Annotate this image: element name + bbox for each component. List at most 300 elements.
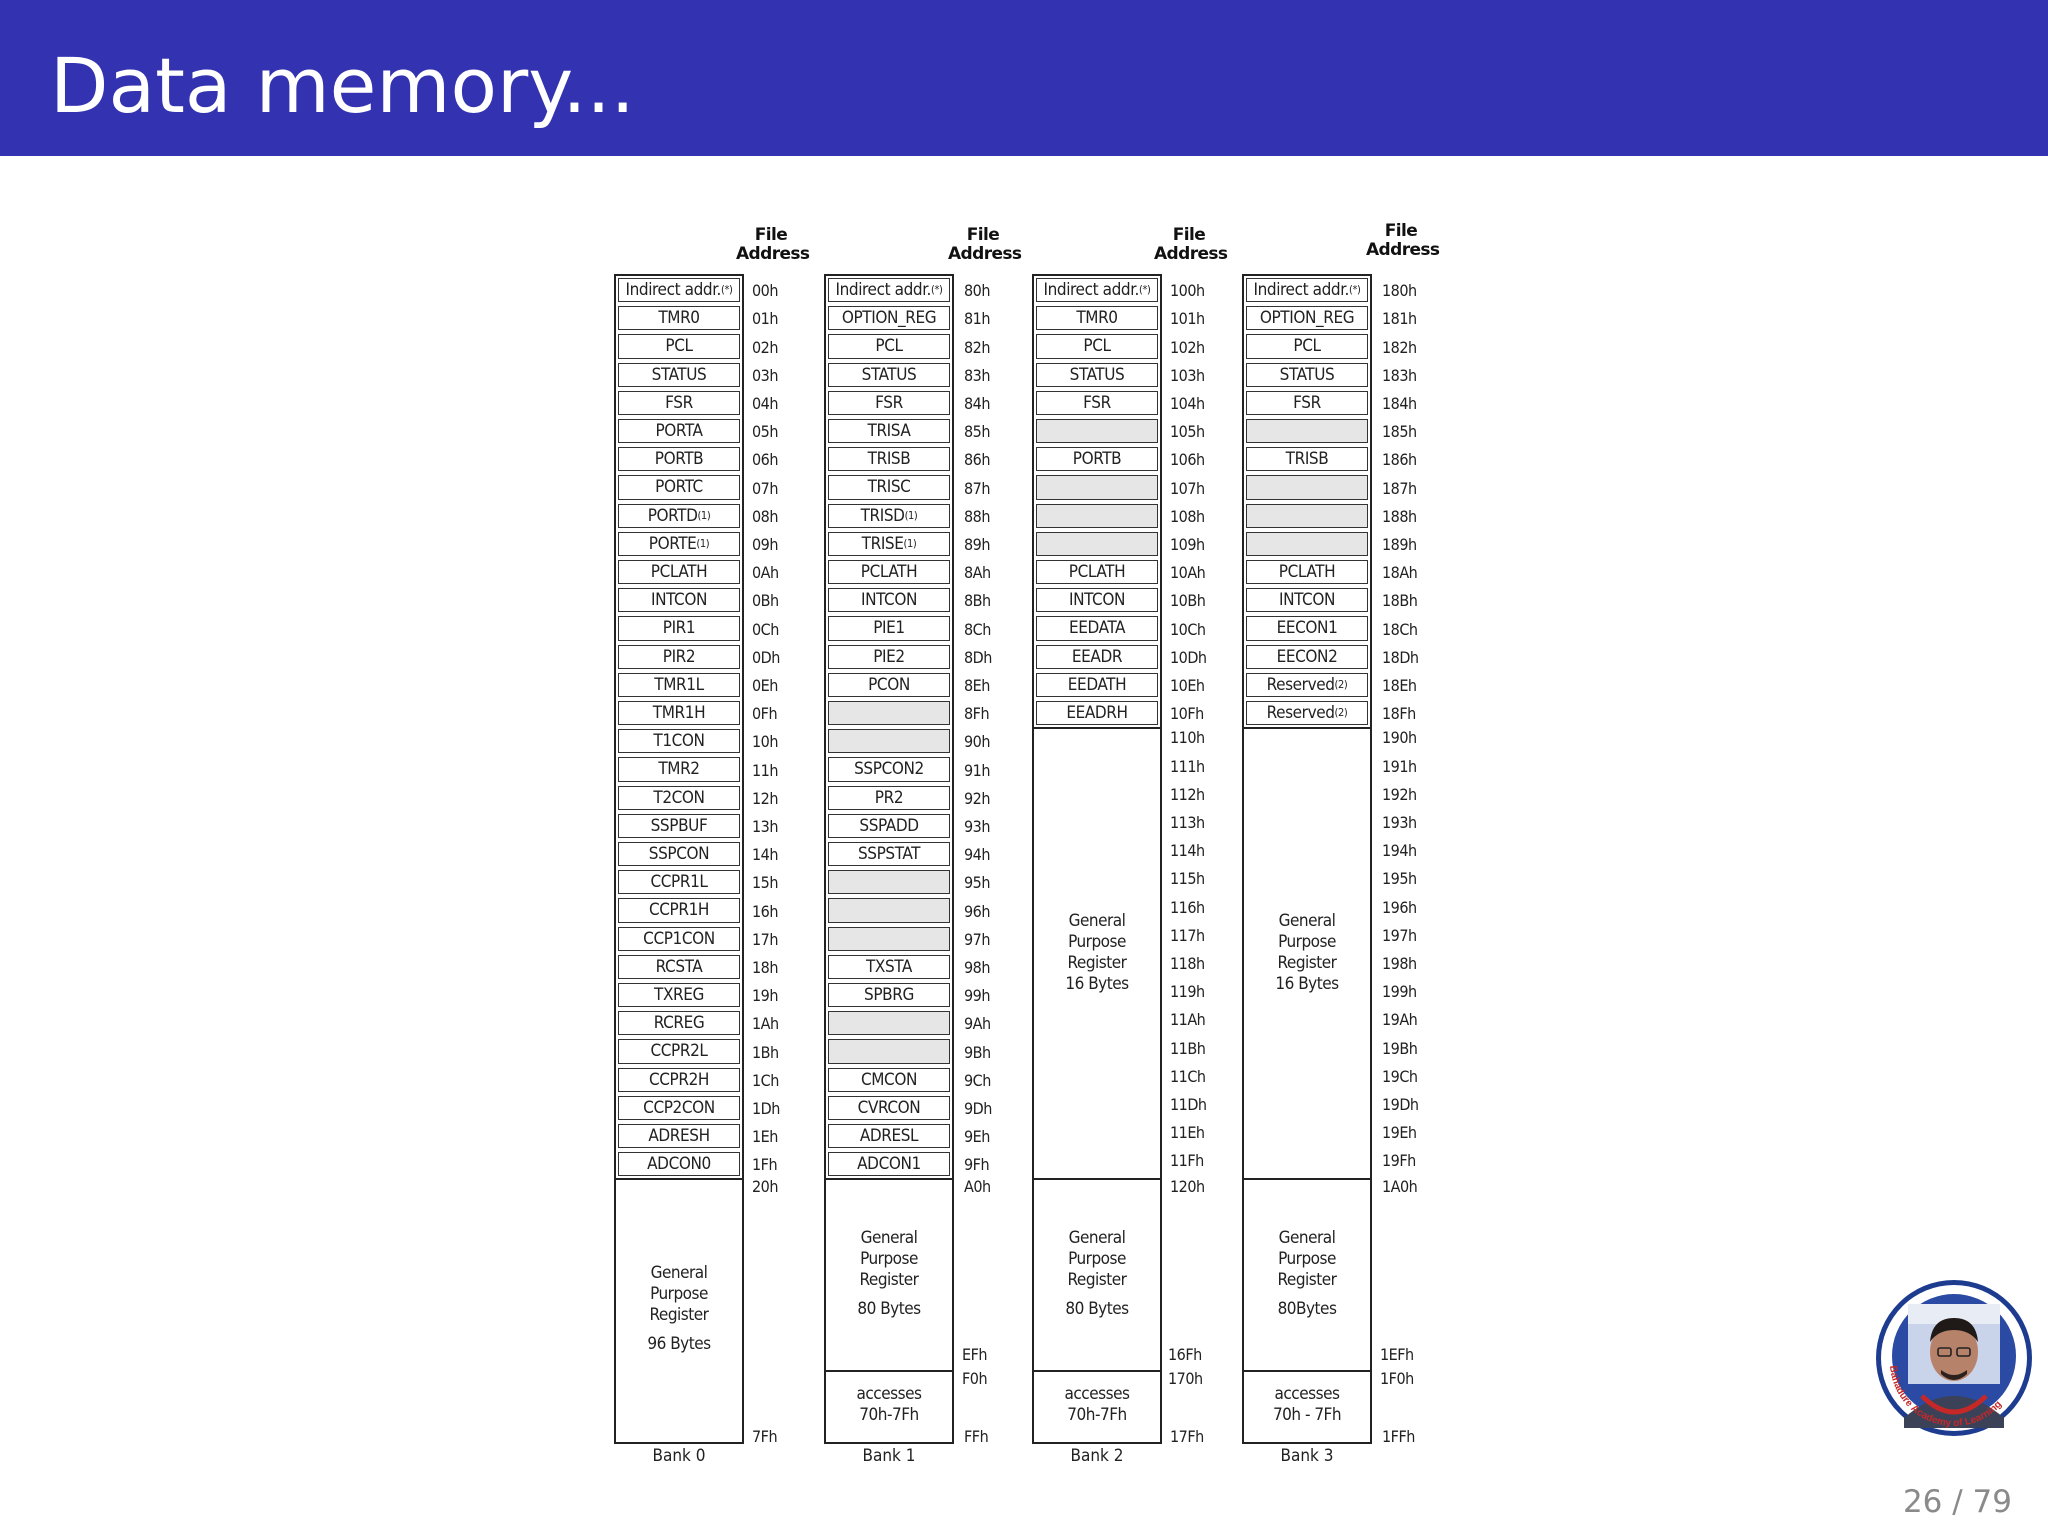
file-address: 16Fh [1168,1345,1202,1364]
file-address: 17Fh [1170,1427,1204,1446]
file-address: 1Eh [752,1127,778,1147]
register-cell [618,1152,740,1176]
register-cell [618,560,740,584]
page-number: 26 / 79 [1902,1484,2012,1520]
register-name: RCREG [653,1013,705,1034]
file-address: 18Dh [1382,647,1419,667]
file-address: 110h [1170,728,1205,748]
file-address: 0Ch [752,619,779,639]
file-address: 1Ch [752,1070,779,1090]
file-address: 106h [1170,450,1205,470]
file-address: 9Eh [964,1127,990,1147]
register-cell: Indirect addr. (*) [1036,278,1158,302]
register-name: PIE1 [873,618,905,639]
file-address: 89h [964,534,990,554]
register-cell [618,870,740,894]
file-address: 04h [752,393,778,413]
register-name: TMR2 [658,759,700,780]
file-address-header: File Address [1366,221,1440,260]
register-name: TRISB [867,449,911,470]
register-name: SPBRG [864,985,914,1006]
register-name: Indirect addr. [835,280,932,301]
register-name: Indirect addr. [625,280,722,301]
region-divider [616,1178,742,1180]
register-cell [1246,588,1368,612]
register-name: TMR0 [1076,308,1118,329]
file-address: 87h [964,478,990,498]
region-divider [1244,1178,1370,1180]
register-name: SSPCON2 [854,759,924,780]
file-address: 00h [752,281,778,301]
register-cell [618,1039,740,1063]
file-address: 9Fh [964,1155,990,1175]
unimplemented-cell [1246,475,1368,499]
access-region: accesses 70h-7Fh [1064,1384,1130,1425]
register-cell [1036,588,1158,612]
presenter-avatar-icon [1874,1278,2034,1438]
file-address: 8Ah [964,563,991,583]
register-name: PCLATH [1068,562,1126,583]
register-cell [828,363,950,387]
file-address: 09h [752,534,778,554]
file-address: 191h [1382,756,1417,776]
register-name: TRISA [867,421,911,442]
register-cell [828,391,950,415]
register-cell [828,560,950,584]
register-name: TMR1H [652,703,706,724]
file-address: 102h [1170,337,1205,357]
register-cell [828,419,950,443]
bank-label: Bank 2 [1070,1446,1124,1466]
svg-text:Bahadure Academy of Learning: Bahadure Academy of Learning [1887,1364,2005,1430]
register-cell [1036,645,1158,669]
gpr-region: General Purpose Register 80 Bytes [1065,1228,1129,1320]
file-address: 15h [752,873,778,893]
register-cell [618,927,740,951]
register-name: PCL [665,336,693,357]
file-address: 06h [752,450,778,470]
file-address: 181h [1382,309,1417,329]
file-address: 81h [964,309,990,329]
file-address: 185h [1382,422,1417,442]
register-cell [828,955,950,979]
register-cell [618,1011,740,1035]
file-address: 05h [752,422,778,442]
register-name: STATUS [861,364,917,385]
file-address: 8Bh [964,591,991,611]
register-name: EEADRH [1066,703,1128,724]
register-cell [1246,391,1368,415]
file-address-header: File Address [736,225,810,264]
file-address: 95h [964,873,990,893]
register-cell [828,673,950,697]
file-address: 182h [1382,337,1417,357]
file-address: 11Bh [1170,1038,1206,1058]
file-address: 10Dh [1170,647,1207,667]
register-name: PCL [1083,336,1111,357]
file-address: 10Bh [1170,591,1206,611]
register-name: ADCON1 [857,1154,921,1175]
register-name: FSR [875,392,903,413]
file-address: 183h [1382,365,1417,385]
file-address: 9Dh [964,1098,992,1118]
register-cell [828,1152,950,1176]
register-cell [828,1124,950,1148]
register-name: CCPR2L [650,1041,708,1062]
file-address: 18h [752,957,778,977]
register-cell [618,955,740,979]
file-address: 118h [1170,953,1205,973]
register-name: CCP2CON [643,1097,715,1118]
file-address: 10Eh [1170,675,1205,695]
register-cell: TRISD (1) [828,504,950,528]
file-address: 18Eh [1382,675,1417,695]
file-address: 10h [752,732,778,752]
unimplemented-cell [1036,532,1158,556]
register-name: CMCON [860,1069,918,1090]
register-cell: PORTE (1) [618,532,740,556]
file-address: 1FFh [1382,1427,1415,1446]
file-address: 116h [1170,897,1205,917]
gpr-region: General Purpose Register 96 Bytes [647,1263,711,1355]
register-name: SSPSTAT [857,844,921,865]
file-address: 80h [964,281,990,301]
file-address-header: File Address [1154,225,1228,264]
register-cell [1036,306,1158,330]
file-address: 20h [752,1177,778,1197]
file-address: 8Fh [964,704,990,724]
unimplemented-cell [828,1039,950,1063]
register-name: PCLATH [650,562,708,583]
register-cell: Indirect addr. (*) [618,278,740,302]
register-name: CCP1CON [643,928,715,949]
register-name: PCLATH [1278,562,1336,583]
register-name: INTCON [860,590,918,611]
register-cell [618,1096,740,1120]
file-address: 1Fh [752,1155,778,1175]
unimplemented-cell [1036,504,1158,528]
file-address: 188h [1382,506,1417,526]
file-address: 85h [964,422,990,442]
region-divider [1034,1370,1160,1372]
register-cell [618,786,740,810]
file-address: 193h [1382,812,1417,832]
file-address: 07h [752,478,778,498]
unimplemented-cell [828,701,950,725]
file-address: 11Fh [1170,1151,1204,1171]
register-cell [828,786,950,810]
file-address: 1Dh [752,1098,780,1118]
register-name: PIR1 [662,618,696,639]
unimplemented-cell [828,1011,950,1035]
register-name: Reserved [1266,703,1335,724]
file-address: 117h [1170,925,1205,945]
file-address: EFh [962,1345,987,1364]
file-address: 8Eh [964,675,990,695]
file-address: 11Ch [1170,1066,1206,1086]
file-address: 195h [1382,869,1417,889]
register-cell: Indirect addr. (*) [828,278,950,302]
file-address: 12h [752,788,778,808]
file-address: 0Eh [752,675,778,695]
register-cell [828,983,950,1007]
region-divider [1034,1178,1160,1180]
register-cell [618,447,740,471]
register-name: TRISD [860,505,905,526]
file-address: 0Ah [752,563,779,583]
register-name: SSPCON [648,844,710,865]
register-cell [618,729,740,753]
file-address: 11Dh [1170,1094,1207,1114]
file-address: 100h [1170,281,1205,301]
register-cell [1246,447,1368,471]
file-address: 0Fh [752,704,778,724]
file-address: 199h [1382,982,1417,1002]
register-cell [618,757,740,781]
file-address: 189h [1382,534,1417,554]
register-name: T2CON [653,787,705,808]
file-address: 170h [1168,1369,1203,1388]
file-address: 01h [752,309,778,329]
register-name: OPTION_REG [841,308,937,329]
file-address: 86h [964,450,990,470]
file-address: 08h [752,506,778,526]
register-name: ADCON0 [647,1154,711,1175]
register-name: EEDATH [1067,674,1127,695]
register-cell [828,1068,950,1092]
register-name: TXREG [654,985,704,1006]
file-address: 18Bh [1382,591,1418,611]
register-name: Reserved [1266,674,1335,695]
file-address: 103h [1170,365,1205,385]
register-cell: Reserved (2) [1246,673,1368,697]
register-cell [618,391,740,415]
register-name: PIE2 [873,646,905,667]
register-cell [1036,673,1158,697]
register-name: STATUS [1069,364,1125,385]
register-cell: PORTD (1) [618,504,740,528]
file-address: 1Ah [752,1014,779,1034]
register-cell [828,447,950,471]
file-address: 1EFh [1380,1345,1414,1364]
register-name: CCPR2H [648,1069,710,1090]
register-name: CCPR1H [648,900,710,921]
register-cell [1246,334,1368,358]
bank-label: Bank 3 [1280,1446,1334,1466]
file-address: 187h [1382,478,1417,498]
file-address: 180h [1382,281,1417,301]
file-address: F0h [962,1369,988,1388]
file-address: 18Fh [1382,704,1416,724]
bank-3-column [1242,274,1372,1444]
register-name: PORTE [648,533,697,554]
region-divider [826,1370,952,1372]
gpr-16-bytes-region: General Purpose Register 16 Bytes [1065,910,1129,994]
file-address: 109h [1170,534,1205,554]
register-name: PCL [1293,336,1321,357]
unimplemented-cell [828,870,950,894]
register-cell [828,645,950,669]
register-name: RCSTA [655,956,703,977]
gpr-16-bytes-region: General Purpose Register 16 Bytes [1275,910,1339,994]
register-name: EECON1 [1276,618,1338,639]
file-address: 82h [964,337,990,357]
file-address: 13h [752,816,778,836]
register-cell [618,1068,740,1092]
file-address: A0h [964,1177,991,1197]
register-name: PORTB [654,449,704,470]
file-address: 108h [1170,506,1205,526]
register-cell [828,1096,950,1120]
file-address: 196h [1382,897,1417,917]
gpr-region: General Purpose Register 80 Bytes [857,1228,921,1320]
bank-1-column [824,274,954,1444]
unimplemented-cell [828,927,950,951]
register-cell [1036,616,1158,640]
file-address: 190h [1382,728,1417,748]
register-cell: Indirect addr. (*) [1246,278,1368,302]
register-cell [618,814,740,838]
file-address: 84h [964,393,990,413]
file-address: 184h [1382,393,1417,413]
register-name: EEDATA [1068,618,1126,639]
register-name: PCLATH [860,562,918,583]
file-address: 9Ch [964,1070,991,1090]
register-name: SSPBUF [650,815,708,836]
register-cell [1036,701,1158,725]
register-name: Indirect addr. [1253,280,1350,301]
register-cell [618,334,740,358]
file-address: 19Bh [1382,1038,1418,1058]
file-address: 19Ah [1382,1010,1418,1030]
register-name: ADRESH [648,1126,710,1147]
register-cell [618,1124,740,1148]
file-address: FFh [964,1427,989,1446]
register-cell: Reserved (2) [1246,701,1368,725]
register-name: TMR1L [654,674,704,695]
file-address: 115h [1170,869,1205,889]
register-cell [618,363,740,387]
register-cell [618,673,740,697]
register-name: INTCON [1068,590,1126,611]
file-address: 14h [752,845,778,865]
file-address: 99h [964,986,990,1006]
register-cell [828,475,950,499]
file-address: 92h [964,788,990,808]
unimplemented-cell [828,898,950,922]
file-address: 96h [964,901,990,921]
register-name: TMR0 [658,308,700,329]
register-cell [828,588,950,612]
file-address: 0Dh [752,647,780,667]
file-address: 11Ah [1170,1010,1206,1030]
file-address: 105h [1170,422,1205,442]
register-name: FSR [1083,392,1111,413]
register-cell [828,842,950,866]
register-name: PCON [868,674,910,695]
unimplemented-cell [1246,532,1368,556]
register-cell [618,842,740,866]
register-cell [618,475,740,499]
file-address: 83h [964,365,990,385]
file-address: 9Ah [964,1014,991,1034]
file-address: 104h [1170,393,1205,413]
gpr-region: General Purpose Register 80Bytes [1277,1228,1337,1320]
file-address: 19Fh [1382,1151,1416,1171]
bank-2-column [1032,274,1162,1444]
register-cell [1036,391,1158,415]
register-name: PORTC [655,477,703,498]
file-address: 98h [964,957,990,977]
register-cell [1246,645,1368,669]
register-name: ADRESL [859,1126,919,1147]
region-divider [826,1178,952,1180]
file-address: 107h [1170,478,1205,498]
register-cell [1036,363,1158,387]
bank-label: Bank 0 [652,1446,706,1466]
file-address: 194h [1382,841,1417,861]
register-cell [1036,560,1158,584]
file-address: 120h [1170,1177,1205,1197]
file-address: 192h [1382,784,1417,804]
slide-title: Data memory... [50,41,635,130]
file-address: 8Ch [964,619,991,639]
file-address: 111h [1170,756,1205,776]
register-cell [618,701,740,725]
file-address: 97h [964,929,990,949]
register-cell [1036,334,1158,358]
register-name: T1CON [653,731,705,752]
file-address: 1A0h [1382,1177,1418,1197]
register-name: STATUS [1279,364,1335,385]
file-address: 88h [964,506,990,526]
register-name: TRISC [867,477,911,498]
register-name: STATUS [651,364,707,385]
file-address: 113h [1170,812,1205,832]
file-address: 90h [964,732,990,752]
file-address: 10Ch [1170,619,1206,639]
register-cell [618,588,740,612]
file-address: 19h [752,986,778,1006]
register-cell [1246,616,1368,640]
file-address: 93h [964,816,990,836]
register-cell: TRISE (1) [828,532,950,556]
register-cell [828,814,950,838]
file-address: 91h [964,760,990,780]
file-address: 94h [964,845,990,865]
register-name: Indirect addr. [1043,280,1140,301]
file-address: 10Ah [1170,563,1206,583]
file-address-header: File Address [948,225,1022,264]
file-address: 186h [1382,450,1417,470]
register-cell [618,419,740,443]
register-cell [618,898,740,922]
register-name: CCPR1L [650,872,708,893]
register-name: SSPADD [859,815,919,836]
register-name: EEADR [1071,646,1123,667]
register-name: FSR [665,392,693,413]
file-address: 02h [752,337,778,357]
file-address: 9Bh [964,1042,991,1062]
register-name: EECON2 [1276,646,1338,667]
file-address: 16h [752,901,778,921]
register-name: INTCON [1278,590,1336,611]
register-name: TRISB [1285,449,1329,470]
unimplemented-cell [1036,475,1158,499]
unimplemented-cell [1246,419,1368,443]
file-address: 18Ah [1382,563,1418,583]
register-name: TXSTA [865,956,912,977]
